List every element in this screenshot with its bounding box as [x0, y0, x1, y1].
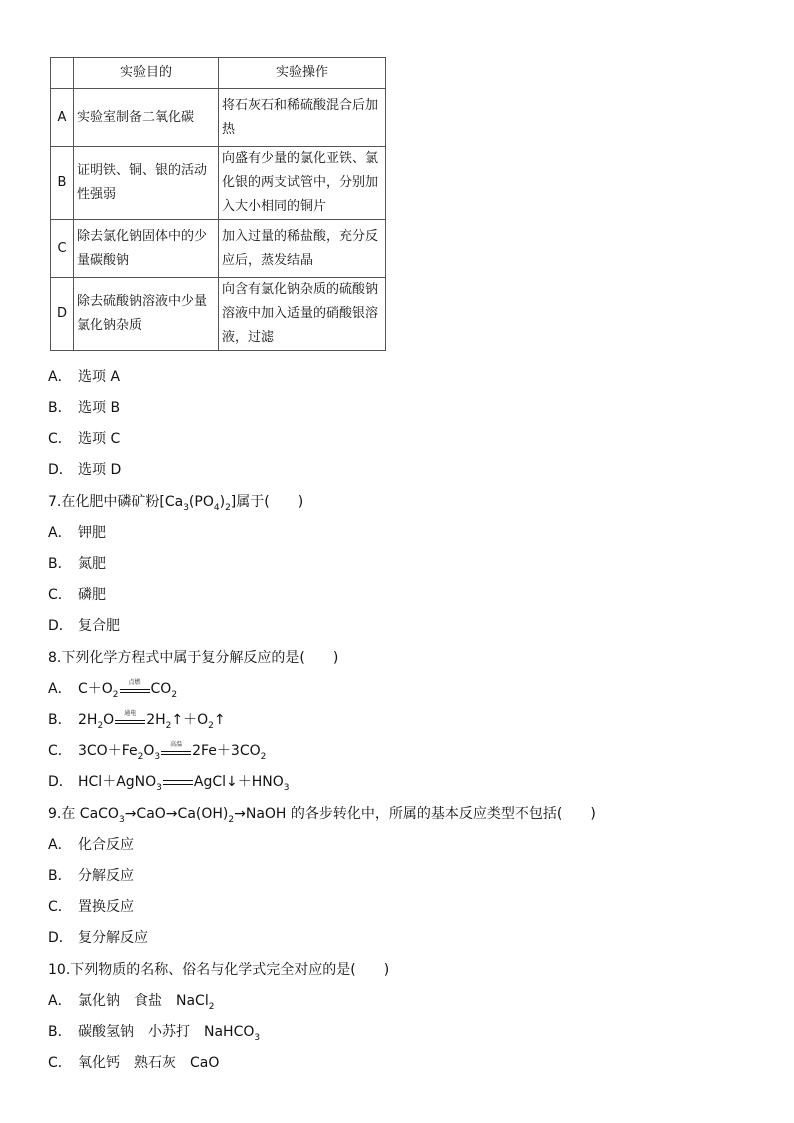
- text-segment: HCl＋AgNO: [78, 774, 157, 790]
- experiment-table: [50, 57, 386, 351]
- q10-option-c[interactable]: [48, 1053, 219, 1073]
- q8-option-a[interactable]: [48, 679, 177, 701]
- text-segment: (PO: [188, 494, 214, 510]
- text-segment: A．: [48, 681, 72, 697]
- row-label: A: [51, 89, 74, 147]
- text-segment: B．: [48, 712, 72, 728]
- table-row: [51, 278, 386, 351]
- subscript: 2: [225, 503, 231, 513]
- text-segment: ]属于( ): [230, 494, 304, 510]
- subscript: 2: [97, 721, 104, 731]
- q6-option-a[interactable]: [48, 367, 120, 387]
- text-segment: 钾肥: [78, 525, 106, 541]
- q8-stem: 8.下列化学方程式中属于复分解反应的是( ): [48, 650, 339, 666]
- reaction-condition: [120, 679, 150, 695]
- row-label: C: [51, 220, 74, 278]
- text-segment: A．: [48, 993, 72, 1009]
- text-segment: AgCl↓＋HNO: [193, 774, 284, 790]
- text-segment: 置换反应: [78, 899, 134, 915]
- subscript: 2: [208, 721, 214, 731]
- text-segment: C．: [48, 431, 72, 447]
- q6-option-b[interactable]: [48, 398, 120, 418]
- text-segment: 7.在化肥中磷矿粉[Ca: [48, 494, 184, 510]
- q10-option-a[interactable]: [48, 991, 214, 1013]
- goal-cell: 除去硫酸钠溶液中少量氯化钠杂质: [74, 278, 219, 351]
- subscript: 3: [283, 783, 290, 793]
- text-segment: 选项 B: [78, 400, 121, 416]
- subscript: 2: [208, 1002, 215, 1012]
- subscript: 4: [213, 503, 220, 513]
- reaction-condition: [115, 710, 145, 726]
- subscript: 3: [154, 752, 161, 762]
- text-segment: 磷肥: [78, 587, 106, 603]
- text-segment: D．: [48, 774, 73, 790]
- operation-cell: 向盛有少量的氯化亚铁、氯化银的两支试管中，分别加入大小相同的铜片: [219, 147, 386, 220]
- table-row: [51, 147, 386, 220]
- text-segment: D．: [48, 462, 73, 478]
- header-cell: [51, 58, 74, 89]
- text-segment: ↑: [213, 712, 226, 728]
- text-segment: C．: [48, 743, 72, 759]
- text-segment: 点燃: [128, 679, 141, 686]
- text-segment: →NaOH 的各步转化中，所属的基本反应类型不包括( ): [234, 806, 596, 822]
- q6-option-d[interactable]: [48, 460, 121, 480]
- q7-stem: [48, 492, 303, 514]
- text-segment: 选项 C: [78, 431, 121, 447]
- q9-option-c[interactable]: [48, 897, 134, 917]
- text-segment: 分解反应: [78, 868, 134, 884]
- text-segment: 通电: [124, 710, 137, 717]
- operation-cell: 将石灰石和稀硫酸混合后加热: [219, 89, 386, 147]
- text-segment: 2Fe＋3CO: [192, 743, 261, 759]
- text-segment: 2H: [78, 712, 98, 728]
- goal-cell: 除去氯化钠固体中的少量碳酸钠: [74, 220, 219, 278]
- reaction-condition: [161, 741, 191, 757]
- text-segment: ↑＋O: [171, 712, 209, 728]
- subscript: 2: [260, 752, 267, 762]
- text-segment: 3CO＋Fe: [78, 743, 138, 759]
- table-row: [51, 220, 386, 278]
- q8-option-b[interactable]: [48, 710, 226, 732]
- q8-option-d[interactable]: [48, 772, 290, 794]
- q6-option-c[interactable]: [48, 429, 120, 449]
- subscript: 2: [171, 690, 178, 700]
- q7-option-d[interactable]: [48, 616, 120, 636]
- text-segment: CO: [150, 681, 172, 697]
- text-segment: B．: [48, 556, 72, 572]
- subscript: 2: [112, 690, 119, 700]
- operation-cell: 加入过量的稀盐酸，充分反应后，蒸发结晶: [219, 220, 386, 278]
- text-segment: →CaO→Ca(OH): [124, 806, 229, 822]
- text-segment: 高温: [170, 741, 183, 748]
- goal-cell: 证明铁、铜、银的活动性强弱: [74, 147, 219, 220]
- subscript: 3: [254, 1033, 261, 1043]
- subscript: 2: [137, 752, 144, 762]
- text-segment: A．: [48, 369, 72, 385]
- text-segment: C．: [48, 1055, 72, 1071]
- goal-cell: 实验室制备二氧化碳: [74, 89, 219, 147]
- q9-option-b[interactable]: [48, 866, 134, 886]
- subscript: 3: [156, 783, 162, 793]
- text-segment: O: [103, 712, 115, 728]
- row-label: D: [51, 278, 74, 351]
- text-segment: 氮肥: [78, 556, 106, 572]
- q7-option-b[interactable]: [48, 554, 106, 574]
- table-header-row: [51, 58, 386, 89]
- subscript: 2: [228, 815, 235, 825]
- text-segment: ): [219, 494, 226, 510]
- operation-cell: 向含有氯化钠杂质的硫酸钠溶液中加入适量的硝酸银溶液，过滤: [219, 278, 386, 351]
- text-segment: C．: [48, 587, 72, 603]
- text-segment: 氧化钙 熟石灰 CaO: [78, 1055, 220, 1071]
- header-cell: 实验操作: [219, 58, 386, 89]
- text-segment: 选项 A: [78, 369, 121, 385]
- text-segment: 碳酸氢钠 小苏打 NaHCO: [78, 1024, 255, 1040]
- text-segment: C＋O: [78, 681, 113, 697]
- text-segment: 氯化钠 食盐 NaCl: [78, 993, 209, 1009]
- text-segment: B．: [48, 868, 72, 884]
- table-row: [51, 89, 386, 147]
- text-segment: 化合反应: [78, 837, 134, 853]
- q7-option-a[interactable]: [48, 523, 106, 543]
- text-segment: O: [143, 743, 155, 759]
- text-segment: D．: [48, 618, 73, 634]
- text-segment: A．: [48, 837, 72, 853]
- q10-stem: 10.下列物质的名称、俗名与化学式完全对应的是( ): [48, 962, 390, 978]
- text-segment: B．: [48, 1024, 72, 1040]
- text-segment: C．: [48, 899, 72, 915]
- text-segment: B．: [48, 400, 72, 416]
- q10-option-b[interactable]: [48, 1022, 260, 1044]
- text-segment: 2H: [146, 712, 166, 728]
- q8-option-c[interactable]: [48, 741, 266, 763]
- subscript: 2: [165, 721, 172, 731]
- equals-sign: [163, 776, 193, 788]
- q7-option-c[interactable]: [48, 585, 106, 605]
- text-segment: 9.在 CaCO: [48, 806, 119, 822]
- subscript: 3: [118, 815, 125, 825]
- text-segment: A．: [48, 525, 72, 541]
- text-segment: 复分解反应: [78, 930, 148, 946]
- text-segment: 选项 D: [78, 462, 122, 478]
- q9-option-a[interactable]: [48, 835, 134, 855]
- text-segment: 复合肥: [78, 618, 120, 634]
- subscript: 3: [183, 503, 189, 513]
- q9-option-d[interactable]: [48, 928, 148, 948]
- header-cell: 实验目的: [74, 58, 219, 89]
- q9-stem: [48, 804, 596, 826]
- text-segment: D．: [48, 930, 73, 946]
- row-label: B: [51, 147, 74, 220]
